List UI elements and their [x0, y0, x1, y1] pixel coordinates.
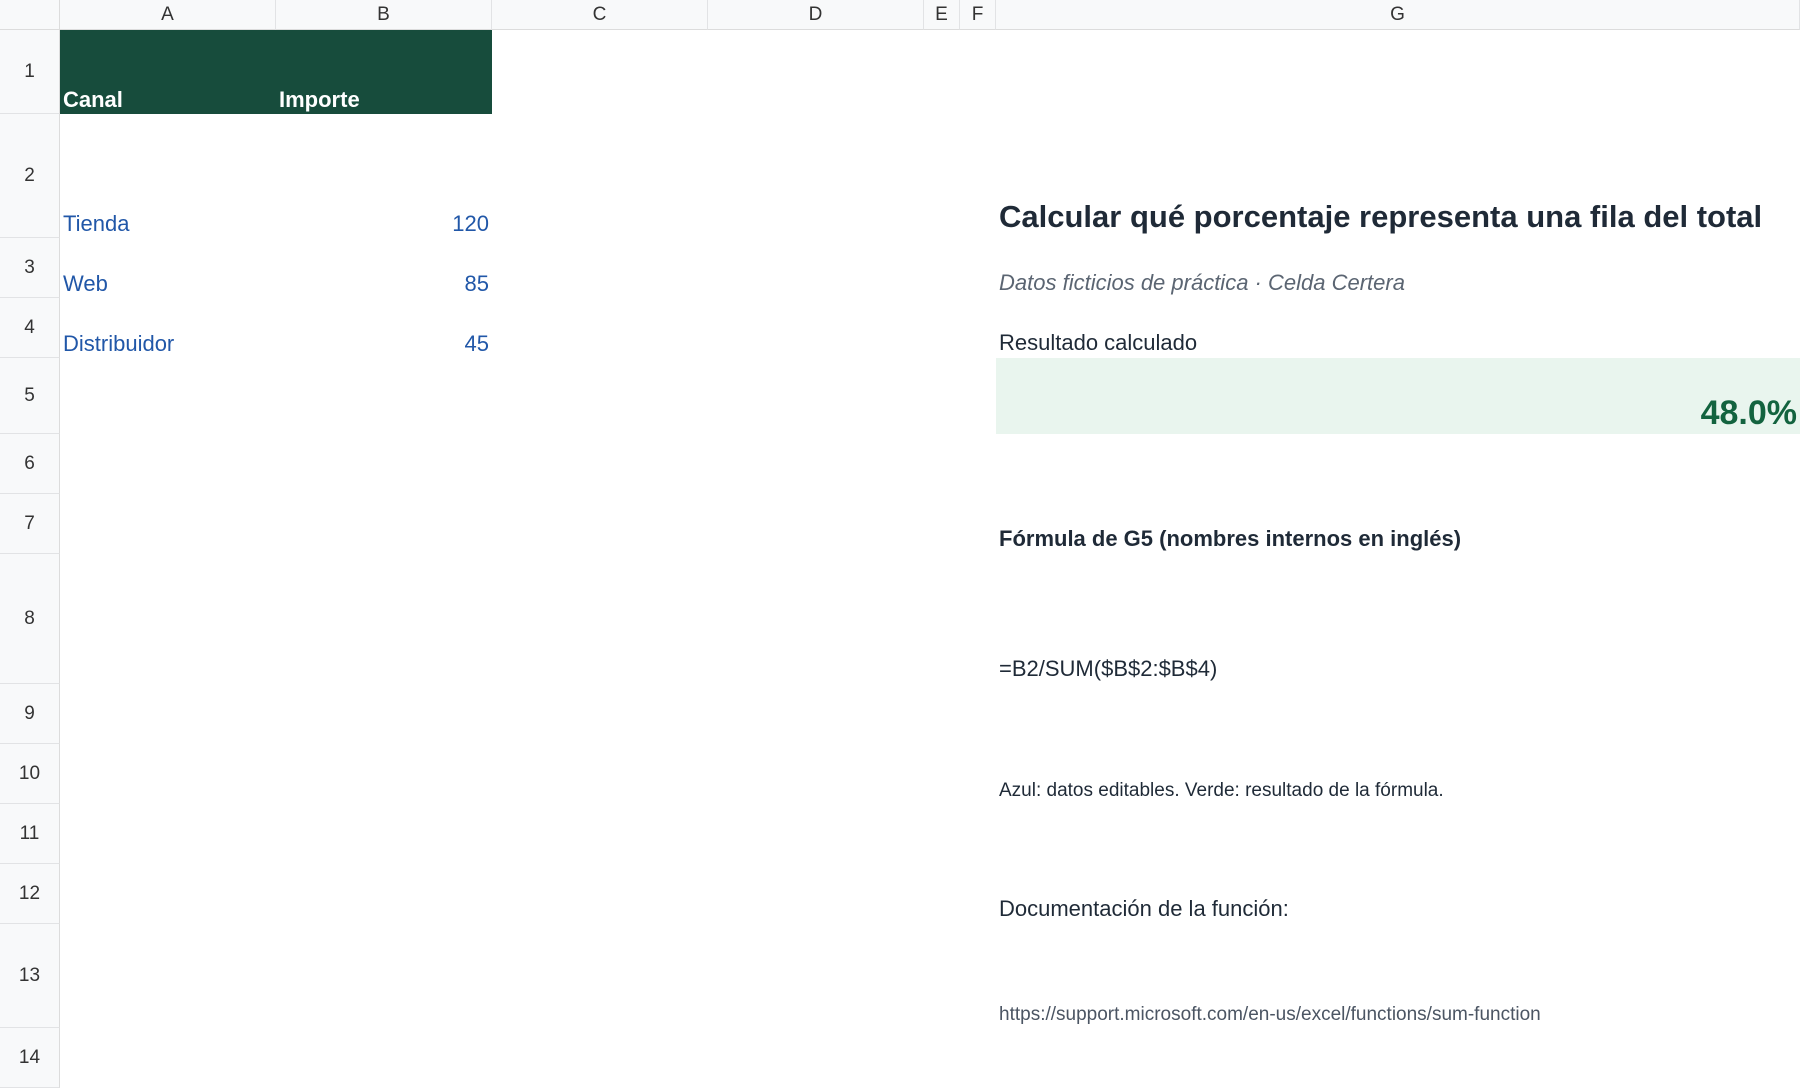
result-value-cell-g5[interactable]: 48.0% — [996, 358, 1800, 434]
row-header-13[interactable]: 13 — [0, 924, 60, 1028]
formula-text[interactable]: =B2/SUM($B$2:$B$4) — [999, 656, 1218, 681]
color-legend-note[interactable]: Azul: datos editables. Verde: resultado de la fórmula. — [999, 780, 1444, 801]
row-header-4[interactable]: 4 — [0, 298, 60, 358]
cell-b4-amount[interactable]: 45 — [464, 331, 489, 356]
column-header-f[interactable]: F — [960, 0, 996, 30]
formula-title[interactable]: Fórmula de G5 (nombres internos en inglés) — [999, 526, 1462, 551]
column-header-d[interactable]: D — [708, 0, 924, 30]
panel-title[interactable]: Calcular qué porcentaje representa una fila del total — [999, 199, 1763, 234]
row-header-8[interactable]: 8 — [0, 554, 60, 684]
row-header-9[interactable]: 9 — [0, 684, 60, 744]
documentation-label[interactable]: Documentación de la función: — [999, 896, 1289, 921]
row-header-6[interactable]: 6 — [0, 434, 60, 494]
header-cell-canal[interactable]: Canal — [60, 30, 276, 114]
cell-a2-channel[interactable]: Tienda — [63, 211, 130, 236]
row-header-10[interactable]: 10 — [0, 744, 60, 804]
row-header-11[interactable]: 11 — [0, 804, 60, 864]
row-header-1[interactable]: 1 — [0, 30, 60, 114]
cell-a3-channel[interactable]: Web — [63, 271, 108, 296]
column-header-e[interactable]: E — [924, 0, 960, 30]
cell-b3-amount[interactable]: 85 — [464, 271, 489, 296]
column-header-b[interactable]: B — [276, 0, 492, 30]
row-header-3[interactable]: 3 — [0, 238, 60, 298]
row-header-14[interactable]: 14 — [0, 1028, 60, 1088]
row-header-12[interactable]: 12 — [0, 864, 60, 924]
select-all-corner[interactable] — [0, 0, 60, 30]
documentation-link[interactable]: https://support.microsoft.com/en-us/excel/functions/sum-function — [999, 1004, 1541, 1025]
row-header-7[interactable]: 7 — [0, 494, 60, 554]
column-header-c[interactable]: C — [492, 0, 708, 30]
result-label[interactable]: Resultado calculado — [999, 330, 1198, 355]
row-header-5[interactable]: 5 — [0, 358, 60, 434]
row-header-2[interactable]: 2 — [0, 114, 60, 238]
column-header-g[interactable]: G — [996, 0, 1800, 30]
cell-a4-channel[interactable]: Distribuidor — [63, 331, 175, 356]
cell-b2-amount[interactable]: 120 — [452, 211, 489, 236]
panel-subtitle[interactable]: Datos ficticios de práctica · Celda Certera — [999, 270, 1405, 295]
header-cell-importe[interactable]: Importe — [276, 30, 492, 114]
column-header-a[interactable]: A — [60, 0, 276, 30]
